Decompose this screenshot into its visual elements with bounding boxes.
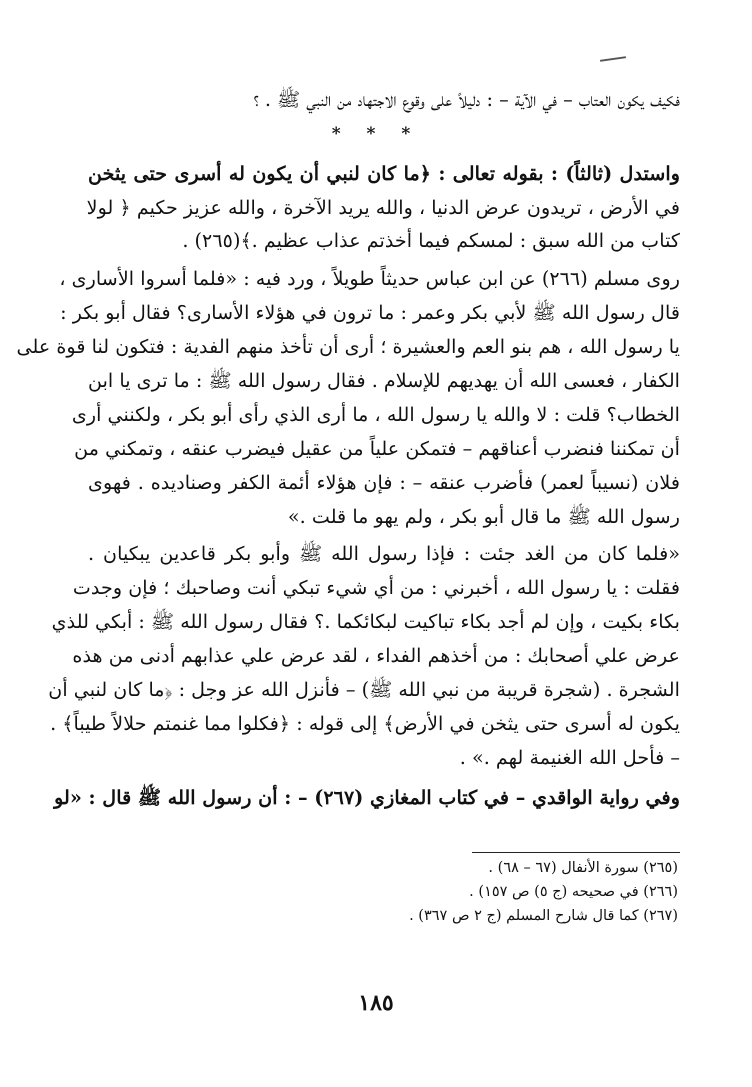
text-line: بكاء بكيت ، وإن لم أجد بكاء تباكيت لبكائكما .؟ فقال رسول الله ﷺ : أبكي للذي — [51, 610, 680, 633]
text-line: روى مسلم (٢٦٦) عن ابن عباس حديثاً طويلاً ، ورد فيه : «فلما أسروا الأسارى ، — [59, 267, 680, 290]
text-line: واستدل (ثالثاً) : بقوله تعالى : ﴿ما كان لنبي أن يكون له أسرى حتى يثخن — [88, 162, 680, 185]
footnote-divider — [472, 852, 680, 853]
text-line: الشجرة . (شجرة قريبة من نبي الله ﷺ) – فأنزل الله عز وجل : ﴿ما كان لنبي أن — [48, 678, 680, 701]
text-line: «فلما كان من الغد جئت : فإذا رسول الله ﷺ وأبو بكر قاعدين يبكيان . — [88, 542, 680, 565]
footnote: (٢٦٦) في صحيحه (ج ٥) ص ١٥٧) . — [469, 884, 678, 900]
footnote: (٢٦٧) كما قال شارح المسلم (ج ٢ ص ٣٦٧) . — [409, 908, 678, 924]
text-line: – فأحل الله الغنيمة لهم .» . — [459, 746, 680, 769]
section-separator: * * * — [331, 124, 421, 144]
text-line: فقلت : يا رسول الله ، أخبرني : من أي شيء تبكي أنت وصاحبك ؛ فإن وجدت — [72, 576, 680, 599]
ink-mark — [600, 56, 626, 62]
text-line: يكون له أسرى حتى يثخن في الأرض﴾ إلى قوله : ﴿فكلوا مما غنمتم حلالاً طيباً﴾ . — [50, 712, 680, 735]
text-line: فلان (نسيباً لعمر) فأضرب عنقه – : فإن هؤلاء أئمة الكفر وصناديده . فهوى — [88, 471, 680, 494]
text-line: فكيف يكون العتاب – في الآية – : دليلاً على وقوع الاجتهاد من النبي ﷺ . ؟ — [253, 88, 680, 111]
text-line: الكفار ، فعسى الله أن يهديهم للإسلام . فقال رسول الله ﷺ : ما ترى يا ابن — [87, 369, 680, 392]
page-number: ١٨٥ — [358, 990, 394, 1016]
text-line: قال رسول الله ﷺ لأبي بكر وعمر : ما ترون في هؤلاء الأسارى؟ فقال أبو بكر : — [60, 301, 680, 324]
footnote: (٢٦٥) سورة الأنفال (٦٧ – ٦٨) . — [488, 860, 678, 876]
text-line: في الأرض ، تريدون عرض الدنيا ، والله يريد الآخرة ، والله عزيز حكيم ﴿ لولا — [86, 196, 680, 219]
text-line: يا رسول الله ، هم بنو العم والعشيرة ؛ أرى أن تأخذ منهم الفدية : فتكون لنا قوة على — [16, 335, 680, 358]
text-line: كتاب من الله سبق : لمسكم فيما أخذتم عذاب عظيم .﴾(٢٦٥) . — [182, 229, 680, 252]
text-line: أن تمكننا فنضرب أعناقهم – فتمكن علياً من عقيل فيضرب عنقه ، وتمكني من — [74, 437, 680, 460]
text-line: رسول الله ﷺ ما قال أبو بكر ، ولم يهو ما قلت .» — [287, 505, 680, 528]
text-line: وفي رواية الواقدي – في كتاب المغازي (٢٦٧) – : أن رسول الله ﷺ قال : «لو — [54, 786, 680, 809]
text-line: عرض علي أصحابك : من أخذهم الفداء ، لقد عرض علي عذابهم أدنى من هذه — [72, 644, 680, 667]
text-line: الخطاب؟ قلت : لا والله يا رسول الله ، ما أرى الذي رأى أبو بكر ، ولكنني أرى — [71, 403, 680, 426]
